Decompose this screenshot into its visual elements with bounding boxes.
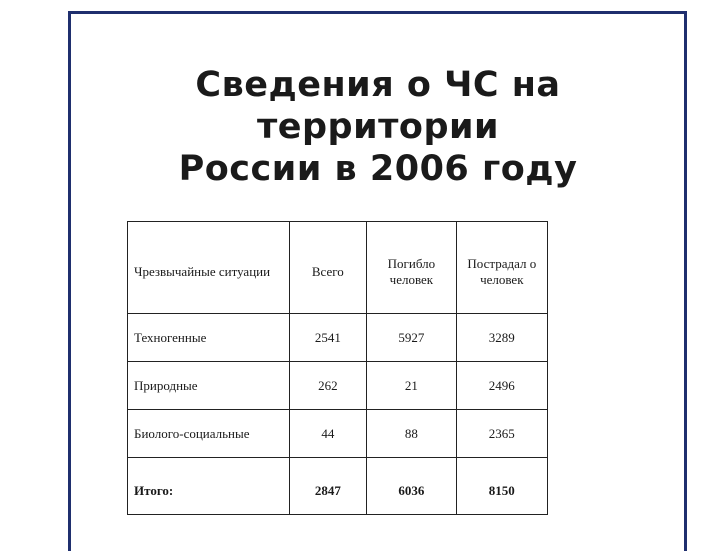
table-row <box>128 314 548 362</box>
title-line-1: Сведения о ЧС на <box>195 65 561 105</box>
total-dead: 6036 <box>367 458 456 515</box>
total-injured: 8150 <box>456 458 547 515</box>
table-total-row <box>128 458 548 515</box>
header-situations: Чрезвычайные ситуации <box>128 222 290 314</box>
row-name: Биолого-социальные <box>128 410 290 458</box>
table-header-row <box>128 222 548 314</box>
row-name: Техногенные <box>128 314 290 362</box>
total-label: Итого: <box>128 458 290 515</box>
row-injured: 2365 <box>456 410 547 458</box>
row-total: 2541 <box>289 314 367 362</box>
table-row <box>128 362 548 410</box>
slide-title <box>128 64 628 190</box>
row-total: 44 <box>289 410 367 458</box>
row-total: 262 <box>289 362 367 410</box>
row-dead: 88 <box>367 410 456 458</box>
title-line-3: России в 2006 году <box>178 149 578 189</box>
row-dead: 21 <box>367 362 456 410</box>
total-sum: 2847 <box>289 458 367 515</box>
row-dead: 5927 <box>367 314 456 362</box>
table-row <box>128 410 548 458</box>
header-total: Всего <box>289 222 367 314</box>
header-dead: Погибло человек <box>367 222 456 314</box>
emergency-stats-table <box>127 221 548 515</box>
row-injured: 3289 <box>456 314 547 362</box>
title-line-2: территории <box>256 107 500 147</box>
row-name: Природные <box>128 362 290 410</box>
row-injured: 2496 <box>456 362 547 410</box>
header-injured: Пострадал о человек <box>456 222 547 314</box>
